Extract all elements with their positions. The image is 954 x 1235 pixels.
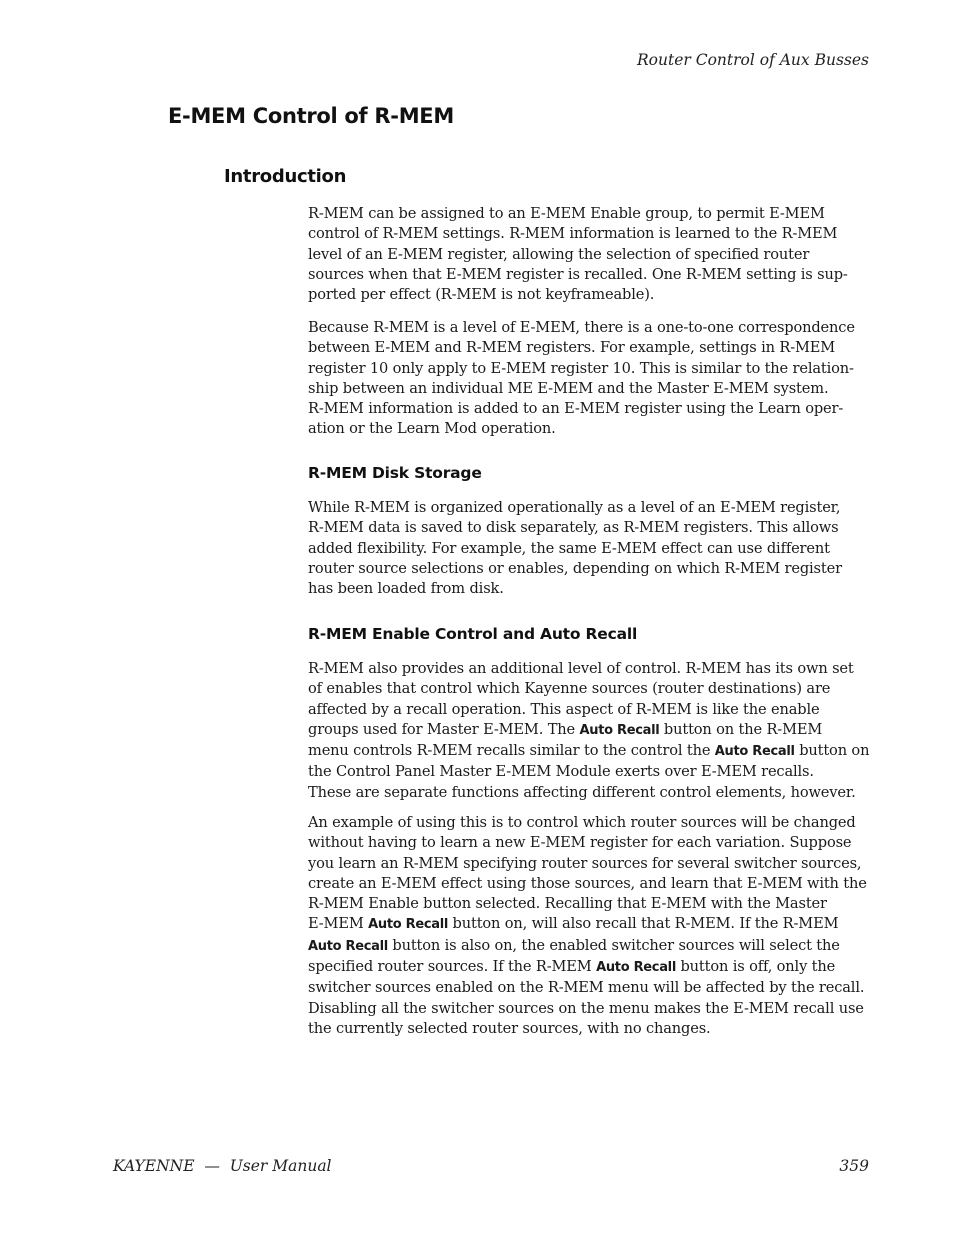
text-run: button on	[794, 742, 870, 760]
text-line: level of an E-MEM register, allowing the selection of specified router	[308, 245, 810, 263]
enable-control-paragraph-2	[308, 813, 868, 1039]
text-line: R-MEM Enable button selected. Recalling that E-MEM with the Master	[308, 895, 827, 913]
text-line: Because R-MEM is a level of E-MEM, there is a one-to-one correspondence	[308, 319, 855, 336]
text-line: R-MEM can be assigned to an E-MEM Enable group, to permit E-MEM	[308, 205, 825, 222]
text-line	[308, 914, 868, 935]
text-run: button on the R-MEM	[659, 720, 823, 738]
enable-control-heading: R-MEM Enable Control and Auto Recall	[308, 625, 638, 643]
text-line: These are separate functions affecting different control elements, however.	[308, 783, 856, 801]
text-line: the currently selected router sources, with no changes.	[308, 1019, 711, 1037]
text-line: switcher sources enabled on the R-MEM menu will be affected by the recall.	[308, 979, 865, 997]
enable-control-paragraph-1	[308, 659, 868, 803]
disk-storage-heading: R-MEM Disk Storage	[308, 464, 482, 482]
intro-paragraph-2	[308, 318, 868, 440]
text-line: Disabling all the switcher sources on the menu makes the E-MEM recall use	[308, 999, 864, 1017]
text-line: ship between an individual ME E-MEM and the Master E-MEM system.	[308, 379, 829, 397]
text-line: between E-MEM and R-MEM registers. For example, settings in R-MEM	[308, 339, 836, 357]
text-line: router source selections or enables, depending on which R-MEM register	[308, 559, 842, 577]
text-line: ation or the Learn Mod operation.	[308, 420, 556, 438]
text-line: has been loaded from disk.	[308, 580, 504, 598]
text-line: the Control Panel Master E-MEM Module exerts over E-MEM recalls.	[308, 763, 814, 781]
text-line	[308, 936, 868, 957]
text-run: button is off, only the	[676, 958, 836, 976]
text-line: R-MEM data is saved to disk separately, as R-MEM registers. This allows	[308, 519, 839, 537]
text-line: R-MEM also provides an additional level of control. R-MEM has its own set	[308, 660, 854, 677]
text-line	[308, 957, 868, 978]
disk-storage-paragraph	[308, 498, 868, 599]
text-line: without having to learn a new E-MEM register for each variation. Suppose	[308, 834, 852, 852]
text-line: create an E-MEM effect using those sources, and learn that E-MEM with the	[308, 874, 867, 892]
text-run: button is also on, the enabled switcher sources will select the	[387, 936, 840, 954]
text-line: added flexibility. For example, the same E-MEM effect can use different	[308, 539, 830, 557]
auto-recall-label: Auto Recall	[308, 938, 388, 954]
text-line: affected by a recall operation. This aspect of R-MEM is like the enable	[308, 700, 820, 718]
text-run: button on, will also recall that R-MEM. If the R-MEM	[448, 915, 839, 933]
text-line	[308, 720, 868, 741]
auto-recall-label: Auto Recall	[579, 722, 660, 738]
text-line: you learn an R-MEM specifying router sources for several switcher sources,	[308, 854, 862, 872]
page-number: 359	[839, 1157, 869, 1175]
text-run: groups used for Master E-MEM. The	[308, 720, 580, 738]
intro-heading: Introduction	[224, 166, 347, 187]
text-line	[308, 741, 868, 762]
auto-recall-label: Auto Recall	[368, 917, 449, 933]
running-head: Router Control of Aux Busses	[636, 51, 869, 69]
text-run: E-MEM	[308, 915, 369, 933]
intro-paragraph-1	[308, 204, 868, 305]
text-line: register 10 only apply to E-MEM register 10. This is similar to the relation-	[308, 359, 854, 377]
text-line: control of R-MEM settings. R-MEM information is learned to the R-MEM	[308, 225, 838, 243]
text-run: specified router sources. If the R-MEM	[308, 958, 597, 976]
text-line: R-MEM information is added to an E-MEM register using the Learn oper-	[308, 400, 844, 418]
text-line: An example of using this is to control which router sources will be changed	[308, 814, 856, 831]
text-line: sources when that E-MEM register is recalled. One R-MEM setting is sup-	[308, 265, 848, 283]
footer-manual-title: KAYENNE — User Manual	[113, 1157, 332, 1175]
text-line: While R-MEM is organized operationally as a level of an E-MEM register,	[308, 499, 841, 516]
section-title: E-MEM Control of R-MEM	[168, 104, 454, 128]
text-run: menu controls R-MEM recalls similar to the control the	[308, 742, 715, 760]
auto-recall-label: Auto Recall	[714, 744, 795, 760]
auto-recall-label: Auto Recall	[596, 960, 676, 976]
text-line: of enables that control which Kayenne sources (router destinations) are	[308, 680, 831, 698]
text-line: ported per effect (R-MEM is not keyframeable).	[308, 286, 655, 304]
